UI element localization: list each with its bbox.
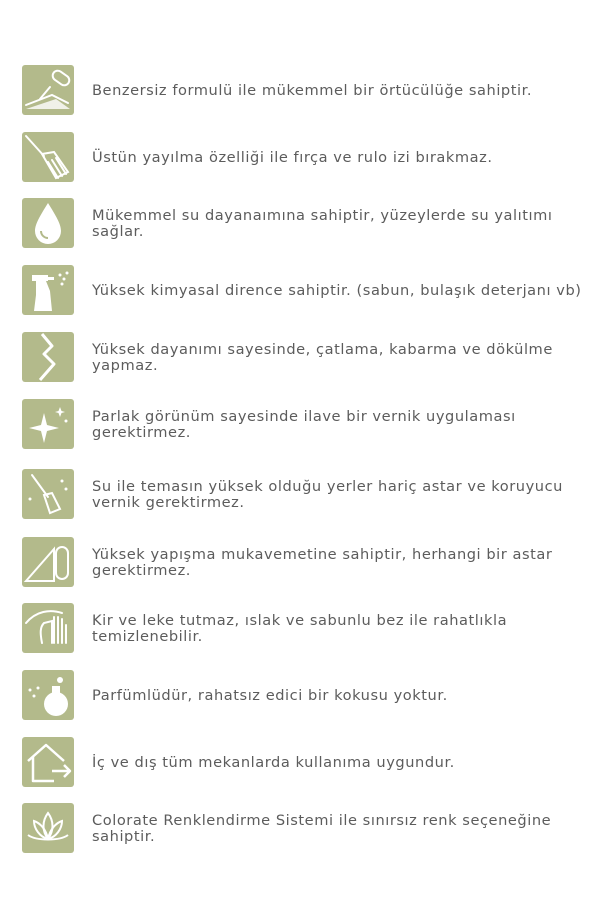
water-drop-icon (22, 198, 74, 248)
feature-item (22, 803, 612, 855)
feature-text: Mükemmel su dayanaımına sahiptir, yüzeylerde su yalıtımı sağlar. (92, 207, 553, 240)
feature-item (22, 265, 612, 317)
lotus-icon (22, 803, 74, 853)
varnish-brush-icon (22, 469, 74, 519)
hand-wash-icon (22, 603, 74, 653)
feature-text: Yüksek dayanımı sayesinde, çatlama, kabarma ve dökülme yapmaz. (92, 341, 553, 374)
feature-text: Colorate Renklendirme Sistemi ile sınırsız renk seçeneğine sahiptir. (92, 812, 552, 845)
crack-icon (22, 332, 74, 382)
sparkle-icon (22, 399, 74, 449)
feature-item (22, 132, 612, 184)
feature-text: Kir ve leke tutmaz, ıslak ve sabunlu bez ile rahatlıkla temizlenebilir. (92, 612, 508, 645)
wall-roll-icon (22, 537, 74, 587)
feature-item (22, 603, 612, 655)
feature-item (22, 469, 612, 521)
feature-item (22, 537, 612, 589)
feature-text: Yüksek yapışma mukavemetine sahiptir, herhangi bir astar gerektirmez. (92, 546, 553, 579)
feature-item (22, 332, 612, 384)
feature-item (22, 670, 612, 722)
perfume-icon (22, 670, 74, 720)
feature-item (22, 399, 612, 451)
spray-bottle-icon (22, 265, 74, 315)
feature-item (22, 737, 612, 789)
paint-brush-icon (22, 132, 74, 182)
paint-roller-icon (22, 65, 74, 115)
feature-item (22, 198, 612, 250)
feature-item (22, 65, 612, 117)
feature-text: Benzersiz formulü ile mükemmel bir örtücülüğe sahiptir. (92, 82, 533, 99)
feature-text: Su ile temasın yüksek olduğu yerler hariç astar ve koruyucu vernik gerektirmez. (92, 478, 563, 511)
house-arrows-icon (22, 737, 74, 787)
feature-text: Parlak görünüm sayesinde ilave bir vernik uygulaması gerektirmez. (92, 408, 516, 441)
feature-text: Yüksek kimyasal dirence sahiptir. (sabun, bulaşık deterjanı vb) (92, 283, 582, 299)
feature-text: Parfümlüdür, rahatsız edici bir kokusu yoktur. (92, 687, 448, 704)
feature-text: Üstün yayılma özelliği ile fırça ve rulo izi bırakmaz. (92, 149, 493, 166)
feature-text: İç ve dış tüm mekanlarda kullanıma uygundur. (92, 754, 455, 771)
